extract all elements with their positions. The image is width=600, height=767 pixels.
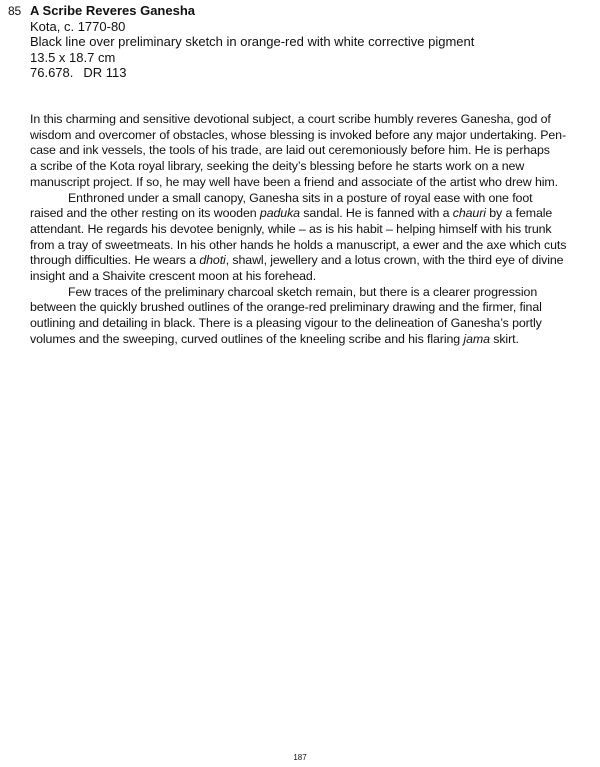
italic-term: paduka bbox=[259, 206, 300, 221]
italic-term: jama bbox=[463, 331, 490, 346]
essay-line bbox=[30, 175, 600, 191]
entry-reference: DR 113 bbox=[83, 65, 127, 80]
entry-references bbox=[30, 65, 590, 81]
text-run: by a female bbox=[485, 206, 553, 221]
text-run: raised and the other resting on its wooden bbox=[30, 206, 260, 221]
italic-term: chauri bbox=[452, 206, 486, 221]
essay-body bbox=[30, 112, 600, 348]
italic-term: dhoti bbox=[199, 253, 226, 268]
text-run: through difficulties. He wears a bbox=[30, 253, 200, 268]
essay-line bbox=[30, 143, 600, 159]
entry-dimensions: 13.5 x 18.7 cm bbox=[30, 49, 116, 65]
text-run: a scribe of the Kota royal library, seeking the deity’s blessing before he starts work on a new bbox=[30, 159, 525, 174]
essay-paragraph bbox=[30, 285, 600, 348]
essay-line bbox=[30, 206, 600, 222]
text-run: , shawl, jewellery and a lotus crown, with the third eye of divine bbox=[225, 253, 564, 268]
essay-line bbox=[30, 316, 600, 332]
text-run: outlining and detailing in black. There is a pleasing vigour to the delineation of Ganesha’s portly bbox=[30, 316, 542, 331]
essay-line bbox=[30, 128, 600, 144]
catalogue-number: 85 bbox=[8, 4, 21, 18]
entry-title: A Scribe Reveres Ganesha bbox=[30, 3, 195, 18]
essay-line bbox=[30, 112, 600, 128]
text-run: wisdom and overcomer of obstacles, whose blessing is invoked before any major undertaking. Pen- bbox=[30, 127, 566, 142]
entry-accession: 76.678. bbox=[30, 65, 74, 80]
entry-origin: Kota, c. 1770-80 bbox=[30, 18, 126, 34]
essay-line bbox=[30, 332, 600, 348]
text-run: sandal. He is fanned with a bbox=[299, 206, 453, 221]
text-run: manuscript project. If so, he may well have been a friend and associate of the artist who drew him. bbox=[30, 174, 558, 189]
text-run: attendant. He regards his devotee benignly, while – as is his habit – helping himself with his trunk bbox=[30, 221, 552, 236]
text-run: skirt. bbox=[489, 331, 519, 346]
essay-paragraph bbox=[30, 191, 600, 285]
essay-line bbox=[30, 285, 600, 301]
text-run: Few traces of the preliminary charcoal sketch remain, but there is a clearer progression bbox=[68, 284, 538, 299]
text-run: between the quickly brushed outlines of the orange-red preliminary drawing and the firmer, final bbox=[30, 300, 542, 315]
essay-line bbox=[30, 191, 600, 207]
entry-medium: Black line over preliminary sketch in orange-red with white corrective pigment bbox=[30, 34, 475, 49]
essay-line bbox=[30, 253, 600, 269]
text-run: volumes and the sweeping, curved outlines of the kneeling scribe and his flaring bbox=[30, 331, 464, 346]
essay-line bbox=[30, 269, 600, 285]
essay-line bbox=[30, 159, 600, 175]
essay-paragraph bbox=[30, 112, 600, 191]
text-run: insight and a Shaivite crescent moon at his forehead. bbox=[30, 269, 317, 284]
text-run: case and ink vessels, the tools of his trade, are laid out ceremoniously before him. He is perhaps bbox=[30, 143, 550, 158]
text-run: Enthroned under a small canopy, Ganesha sits in a posture of royal ease with one foot bbox=[68, 190, 533, 205]
essay-line bbox=[30, 222, 600, 238]
essay-line bbox=[30, 300, 600, 316]
text-run: from a tray of sweetmeats. In his other hands he holds a manuscript, a ewer and the axe which cuts bbox=[30, 237, 567, 252]
essay-line bbox=[30, 238, 600, 254]
entry-header bbox=[30, 3, 590, 81]
text-run: In this charming and sensitive devotional subject, a court scribe humbly reveres Ganesha, god of bbox=[30, 112, 551, 126]
page-number: 187 bbox=[293, 753, 307, 762]
